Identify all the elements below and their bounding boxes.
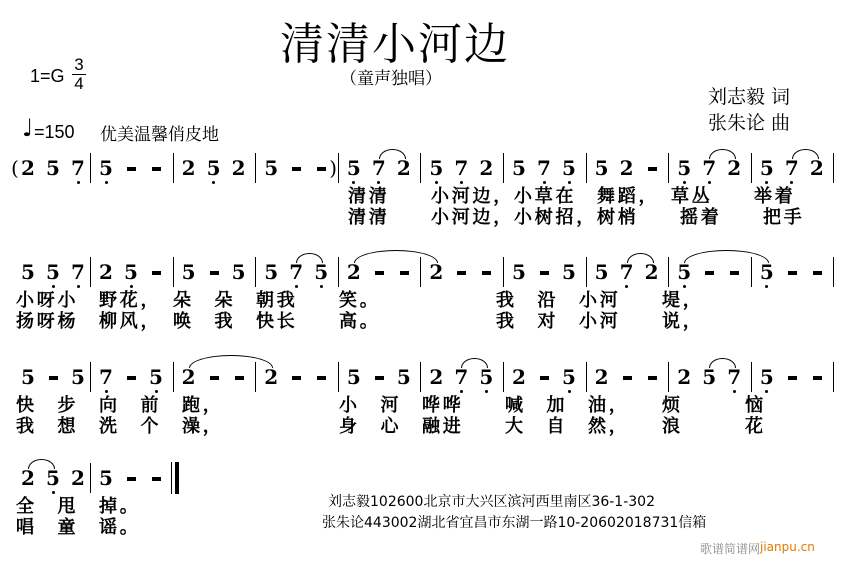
tie-arc bbox=[684, 250, 769, 263]
note: 5 bbox=[759, 156, 774, 180]
watermark: 歌谱简谱网 bbox=[700, 542, 761, 556]
note: 2 bbox=[181, 365, 196, 389]
note: 7 bbox=[619, 260, 634, 284]
note: 7 bbox=[99, 365, 113, 389]
low-octave-dot bbox=[790, 181, 793, 184]
tie-arc bbox=[709, 149, 736, 159]
dash-extension bbox=[813, 376, 822, 380]
dash-extension bbox=[210, 271, 219, 275]
dash-extension bbox=[648, 167, 657, 171]
note: 5 bbox=[71, 365, 85, 389]
low-octave-dot bbox=[352, 181, 355, 184]
lyricist-address: 刘志毅102600北京市大兴区滨河西里南区36-1-302 bbox=[328, 494, 655, 510]
note: 7 bbox=[371, 156, 386, 180]
note: 2 bbox=[21, 156, 35, 180]
note: 2 bbox=[231, 156, 246, 180]
note: 5 bbox=[46, 466, 60, 490]
note: 2 bbox=[512, 365, 526, 389]
barline bbox=[90, 257, 91, 287]
lyric-line: 我 想 洗 个 澡， 身 心 融进 大 自 然， 浪 花 bbox=[16, 416, 766, 437]
note: 7 bbox=[702, 156, 717, 180]
tie-arc bbox=[792, 149, 819, 159]
barline bbox=[751, 362, 752, 392]
low-octave-dot bbox=[105, 181, 108, 184]
key-signature: 1=G bbox=[30, 66, 65, 86]
note: 5 bbox=[21, 260, 35, 284]
dash-extension bbox=[317, 376, 326, 380]
note: 5 bbox=[181, 260, 196, 284]
note: 5 bbox=[99, 466, 113, 490]
note: 5 bbox=[21, 365, 35, 389]
note: 5 bbox=[677, 260, 692, 284]
barline bbox=[173, 153, 174, 183]
barline bbox=[90, 463, 91, 493]
lyric-line: 唱 童 谣。 bbox=[16, 517, 141, 538]
dash-extension bbox=[127, 477, 136, 481]
dash-extension bbox=[235, 376, 244, 380]
low-octave-dot bbox=[460, 390, 463, 393]
note: 5 bbox=[314, 260, 329, 284]
low-octave-dot bbox=[320, 285, 323, 288]
low-octave-dot bbox=[485, 390, 488, 393]
low-octave-dot bbox=[683, 181, 686, 184]
note: 5 bbox=[149, 365, 163, 389]
composer-credit: 张朱论 曲 bbox=[708, 112, 791, 134]
low-octave-dot bbox=[105, 390, 108, 393]
note: 5 bbox=[512, 260, 526, 284]
barline bbox=[668, 153, 669, 183]
barline bbox=[255, 153, 256, 183]
low-octave-dot bbox=[765, 181, 768, 184]
low-octave-dot bbox=[52, 491, 55, 494]
note: 5 bbox=[677, 156, 692, 180]
barline bbox=[586, 153, 587, 183]
low-octave-dot bbox=[708, 181, 711, 184]
note: 2 bbox=[429, 365, 444, 389]
barline bbox=[90, 362, 91, 392]
dash-extension bbox=[705, 271, 714, 275]
note: 5 bbox=[46, 260, 60, 284]
quarter-note-icon: ♩ bbox=[22, 114, 34, 142]
dash-extension bbox=[49, 376, 58, 380]
barline bbox=[668, 362, 669, 392]
note: 5 bbox=[231, 260, 246, 284]
note: 7 bbox=[454, 156, 469, 180]
lyricist-credit: 刘志毅 词 bbox=[708, 86, 791, 108]
dash-extension bbox=[730, 271, 739, 275]
dash-extension bbox=[127, 167, 136, 171]
note: 5 bbox=[429, 156, 444, 180]
low-octave-dot bbox=[212, 181, 215, 184]
low-octave-dot bbox=[765, 390, 768, 393]
song-title: 清清小河边 bbox=[280, 19, 510, 70]
note: 5 bbox=[512, 156, 526, 180]
dash-extension bbox=[292, 167, 301, 171]
note: 2 bbox=[677, 365, 692, 389]
note: 5 bbox=[562, 365, 576, 389]
dash-extension bbox=[152, 271, 161, 275]
lyric-line: 快 步 向 前 跑， 小 河 哗哗 喊 加 油， 烦 恼 bbox=[16, 395, 766, 416]
note: 2 bbox=[396, 156, 411, 180]
time-signature-top: 3 bbox=[74, 55, 84, 74]
note: 2 bbox=[346, 260, 361, 284]
tie-arc bbox=[28, 459, 55, 469]
note: 5 bbox=[702, 365, 717, 389]
barline bbox=[751, 153, 752, 183]
tie-arc bbox=[354, 250, 439, 263]
lyric-line: 清清 小河边，小树招，树梢 摇着 把手 bbox=[348, 207, 805, 228]
dash-extension bbox=[540, 376, 549, 380]
note: 2 bbox=[479, 156, 494, 180]
note: 5 bbox=[206, 156, 221, 180]
note: 5 bbox=[264, 156, 279, 180]
dash-extension bbox=[317, 167, 326, 171]
barline bbox=[338, 362, 339, 392]
expression-marking: 优美温馨俏皮地 bbox=[100, 125, 219, 145]
dash-extension bbox=[623, 376, 632, 380]
dash-extension bbox=[292, 376, 301, 380]
low-octave-dot bbox=[568, 390, 571, 393]
low-octave-dot bbox=[765, 285, 768, 288]
note: 5 bbox=[46, 156, 60, 180]
note: 2 bbox=[809, 156, 824, 180]
note: 2 bbox=[99, 260, 113, 284]
dash-extension bbox=[152, 167, 161, 171]
dash-extension bbox=[375, 376, 384, 380]
note: 5 bbox=[264, 260, 279, 284]
dash-extension bbox=[127, 376, 136, 380]
note: 2 bbox=[619, 156, 634, 180]
note: 2 bbox=[594, 365, 609, 389]
open-paren: ( bbox=[11, 156, 19, 180]
lyric-line: 扬呀杨 柳风， 唤 我 快长 高。 我 对 小河 说， bbox=[16, 311, 704, 332]
barline bbox=[503, 257, 504, 287]
low-octave-dot bbox=[295, 285, 298, 288]
note: 2 bbox=[21, 466, 35, 490]
tie-arc bbox=[627, 253, 654, 263]
low-octave-dot bbox=[733, 390, 736, 393]
note: 7 bbox=[71, 260, 85, 284]
tie-arc bbox=[189, 355, 274, 368]
tie-arc bbox=[379, 149, 406, 159]
dash-extension bbox=[210, 376, 219, 380]
tie-arc bbox=[709, 358, 736, 368]
barline bbox=[833, 362, 834, 392]
low-octave-dot bbox=[52, 285, 55, 288]
low-octave-dot bbox=[625, 285, 628, 288]
note: 5 bbox=[396, 365, 411, 389]
dash-extension bbox=[540, 271, 549, 275]
low-octave-dot bbox=[543, 181, 546, 184]
tempo-marking: =150 bbox=[34, 122, 75, 142]
note: 5 bbox=[562, 260, 576, 284]
barline bbox=[173, 257, 174, 287]
low-octave-dot bbox=[683, 285, 686, 288]
barline bbox=[833, 257, 834, 287]
dash-extension bbox=[788, 271, 797, 275]
barline bbox=[420, 362, 421, 392]
low-octave-dot bbox=[130, 285, 133, 288]
barline bbox=[668, 257, 669, 287]
barline bbox=[173, 362, 174, 392]
dash-extension bbox=[482, 271, 491, 275]
low-octave-dot bbox=[435, 181, 438, 184]
barline bbox=[255, 257, 256, 287]
note: 5 bbox=[594, 260, 609, 284]
note: 5 bbox=[124, 260, 138, 284]
dash-extension bbox=[457, 271, 466, 275]
watermark-site: jianpu.cn bbox=[760, 540, 815, 554]
low-octave-dot bbox=[377, 181, 380, 184]
note: 5 bbox=[346, 365, 361, 389]
composer-address: 张朱论443002湖北省宜昌市东湖一路10-20602018731信箱 bbox=[322, 515, 707, 531]
note: 2 bbox=[264, 365, 279, 389]
note: 5 bbox=[99, 156, 113, 180]
barline bbox=[90, 153, 91, 183]
note: 7 bbox=[784, 156, 799, 180]
barline bbox=[586, 362, 587, 392]
time-signature-bottom: 4 bbox=[72, 74, 86, 93]
note: 7 bbox=[71, 156, 85, 180]
low-octave-dot bbox=[77, 285, 80, 288]
lyric-line: 清清 小河边，小草在 舞蹈， 草丛 举着 bbox=[348, 186, 796, 207]
lyric-line: 小呀小 野花， 朵 朵 朝我 笑。 我 沿 小河 堤， bbox=[16, 290, 704, 311]
low-octave-dot bbox=[568, 181, 571, 184]
dash-extension bbox=[648, 376, 657, 380]
close-paren: ) bbox=[329, 156, 337, 180]
note: 5 bbox=[759, 260, 774, 284]
note: 7 bbox=[454, 365, 469, 389]
barline bbox=[503, 153, 504, 183]
barline bbox=[503, 362, 504, 392]
note: 7 bbox=[537, 156, 551, 180]
low-octave-dot bbox=[460, 181, 463, 184]
note: 2 bbox=[71, 466, 85, 490]
dash-extension bbox=[375, 271, 384, 275]
tie-arc bbox=[461, 358, 488, 368]
note: 5 bbox=[562, 156, 576, 180]
low-octave-dot bbox=[77, 181, 80, 184]
note: 5 bbox=[479, 365, 494, 389]
note: 2 bbox=[429, 260, 444, 284]
barline bbox=[420, 153, 421, 183]
dash-extension bbox=[152, 477, 161, 481]
barline bbox=[338, 257, 339, 287]
final-barline bbox=[171, 462, 179, 494]
note: 2 bbox=[181, 156, 196, 180]
note: 7 bbox=[289, 260, 304, 284]
barline bbox=[338, 153, 339, 183]
dash-extension bbox=[400, 271, 409, 275]
time-signature bbox=[72, 56, 86, 93]
dash-extension bbox=[788, 376, 797, 380]
low-octave-dot bbox=[155, 390, 158, 393]
tie-arc bbox=[296, 253, 323, 263]
note: 2 bbox=[644, 260, 659, 284]
note: 2 bbox=[727, 156, 742, 180]
note: 5 bbox=[346, 156, 361, 180]
song-subtitle: （童声独唱） bbox=[340, 69, 442, 89]
note: 5 bbox=[594, 156, 609, 180]
dash-extension bbox=[813, 271, 822, 275]
barline bbox=[586, 257, 587, 287]
note: 7 bbox=[727, 365, 742, 389]
lyric-line: 全 甩 掉。 bbox=[16, 496, 141, 517]
barline bbox=[833, 153, 834, 183]
note: 5 bbox=[759, 365, 774, 389]
